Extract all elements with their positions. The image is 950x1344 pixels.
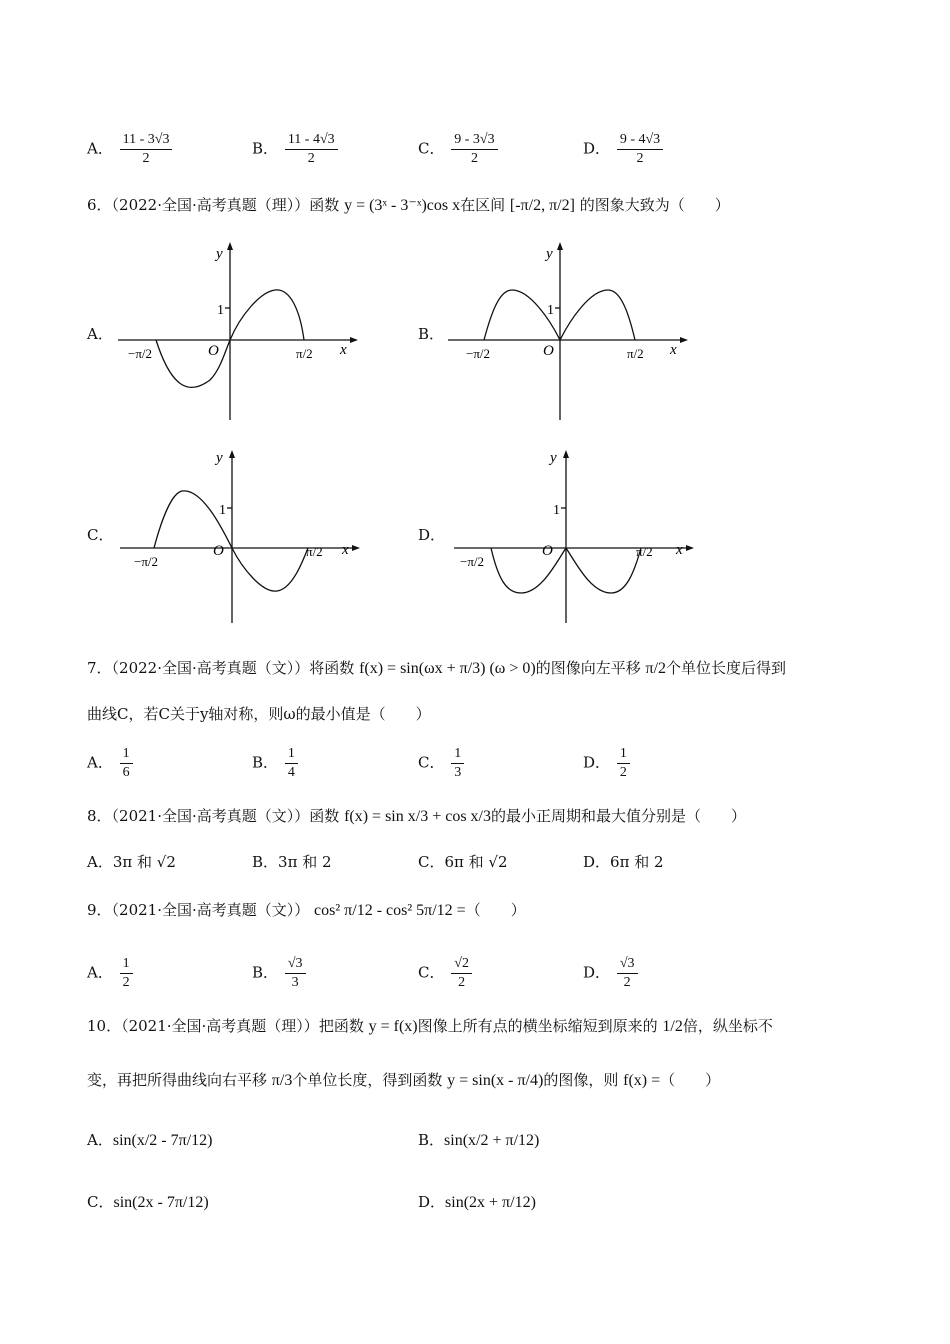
option-letter: D． — [583, 753, 611, 772]
option-text: sin(2x + π/12) — [445, 1194, 536, 1211]
formula: y = (3ˣ - 3⁻ˣ)cos x — [344, 197, 461, 214]
option-letter: B． — [252, 963, 279, 982]
option-letter: B． — [252, 853, 279, 871]
q6-graph-c — [112, 448, 362, 628]
option-text: sin(x/2 + π/12) — [444, 1132, 540, 1149]
fraction: $\frac{1}{2}$ — [120, 956, 133, 991]
option-letter: A． — [87, 139, 113, 158]
y-label: y — [550, 450, 557, 466]
fraction: $\frac{11 - 3√3}{2}$ — [120, 132, 173, 167]
fraction: $\frac{9 - 4√3}{2}$ — [617, 132, 663, 167]
q10-stem-line1: 10．（2021·全国·高考真题（理））把函数 y = f(x)图像上所有点的横坐标缩短到原来的 1/2倍，纵坐标不 — [87, 1017, 773, 1035]
y-label: y — [216, 450, 223, 466]
q10-option-d[interactable] — [418, 1192, 536, 1213]
tick-one-label: 1 — [553, 503, 560, 518]
tick-one-label: 1 — [547, 303, 554, 318]
y-arrow — [563, 450, 569, 458]
q10-option-c[interactable] — [87, 1192, 209, 1213]
question-source: （2021·全国·高考真题（理）） — [121, 1017, 319, 1035]
q10-option-a[interactable] — [87, 1130, 212, 1151]
option-letter: A． — [87, 853, 113, 871]
q5-option-a[interactable] — [87, 132, 174, 167]
option-text: sin(2x - 7π/12) — [113, 1194, 209, 1211]
formula: f(x) = sin x/3 + cos x/3 — [344, 808, 491, 825]
question-number: 8． — [87, 807, 112, 825]
q6-graph-b — [440, 240, 690, 425]
option-text: 3π 和 √2 — [112, 853, 176, 871]
tick-one-label: 1 — [217, 303, 224, 318]
origin-label: O — [542, 543, 553, 559]
neg-half-pi-label: −π/2 — [134, 554, 159, 569]
fraction: $\frac{1}{3}$ — [451, 746, 464, 781]
q8-stem: 8．（2021·全国·高考真题（文））函数 f(x) = sin x/3 + cos x/3的最小正周期和最大值分别是（ ） — [87, 807, 746, 825]
q6-stem: 6．（2022·全国·高考真题（理））函数 y = (3ˣ - 3⁻ˣ)cos x在区间 [-π/2, π/2] 的图象大致为（ ） — [87, 196, 730, 214]
option-letter: A． — [87, 753, 113, 772]
question-number: 10． — [87, 1017, 122, 1035]
q8-option-b[interactable] — [252, 852, 332, 872]
neg-half-pi-label: −π/2 — [466, 346, 491, 361]
fraction: $\frac{√3}{2}$ — [617, 956, 638, 991]
formula: f(x) = sin(ωx + π/3) (ω > 0) — [359, 660, 536, 677]
q9-option-a[interactable] — [87, 956, 135, 991]
fraction: $\frac{1}{2}$ — [617, 746, 630, 781]
tick-one-label: 1 — [219, 503, 226, 518]
x-arrow — [680, 337, 688, 343]
option-text: 6π 和 √2 — [444, 853, 508, 871]
option-letter: C． — [418, 753, 445, 772]
question-number: 6． — [87, 196, 112, 214]
option-text: sin(x/2 - 7π/12) — [112, 1132, 213, 1149]
option-letter: C． — [418, 139, 445, 158]
neg-half-pi-label: −π/2 — [460, 554, 485, 569]
x-label: x — [670, 342, 677, 358]
question-source: （2021·全国·高考真题（文）） — [111, 901, 310, 919]
question-source: （2021·全国·高考真题（文）） — [111, 807, 310, 825]
origin-label: O — [208, 343, 219, 359]
x-arrow — [686, 545, 694, 551]
fraction: $\frac{1}{4}$ — [285, 746, 298, 781]
question-source: （2022·全国·高考真题（文）） — [111, 659, 310, 677]
y-arrow — [229, 450, 235, 458]
q6-graph-a — [110, 240, 360, 425]
pos-half-pi-label: π/2 — [296, 346, 313, 361]
y-arrow — [557, 242, 563, 250]
q10-stem-line2: 变，再把所得曲线向右平移 π/3个单位长度，得到函数 y = sin(x - π/4)的图像，则 f(x) =（ ） — [87, 1071, 721, 1089]
y-arrow — [227, 242, 233, 250]
pos-half-pi-label: π/2 — [636, 544, 653, 559]
q5-option-d[interactable] — [583, 132, 665, 167]
question-number: 9． — [87, 901, 112, 919]
option-letter: C． — [87, 1193, 114, 1211]
option-letter: A． — [87, 1131, 113, 1149]
scale-factor: 1/2 — [662, 1018, 683, 1035]
formula: f(x) = — [623, 1072, 661, 1089]
fraction: $\frac{9 - 3√3}{2}$ — [451, 132, 497, 167]
q10-option-b[interactable] — [418, 1130, 539, 1151]
fraction: $\frac{√2}{2}$ — [451, 956, 472, 991]
q6-option-c-label[interactable]: C． — [87, 526, 114, 544]
q7-option-c[interactable] — [418, 746, 466, 781]
q7-stem-line1: 7．（2022·全国·高考真题（文））将函数 f(x) = sin(ωx + π/3) (ω > 0)的图像向左平移 π/2个单位长度后得到 — [87, 659, 787, 677]
q7-option-d[interactable] — [583, 746, 632, 781]
fraction: $\frac{1}{6}$ — [120, 746, 133, 781]
q8-option-a[interactable] — [87, 852, 176, 872]
curve — [154, 491, 308, 591]
y-label: y — [546, 246, 553, 262]
option-text: 3π 和 2 — [278, 853, 332, 871]
origin-label: O — [543, 343, 554, 359]
formula: cos² π/12 - cos² 5π/12 = — [314, 902, 466, 919]
q9-stem: 9．（2021·全国·高考真题（文）） cos² π/12 - cos² 5π/12 =（ ） — [87, 901, 526, 919]
q8-option-d[interactable] — [583, 852, 664, 872]
option-letter: B． — [252, 139, 279, 158]
q9-option-c[interactable] — [418, 956, 474, 991]
pos-half-pi-label: π/2 — [627, 346, 644, 361]
option-letter: C． — [418, 853, 445, 871]
q6-option-a-label[interactable]: A． — [87, 325, 113, 343]
option-letter: C． — [418, 963, 445, 982]
q9-option-b[interactable] — [252, 956, 308, 991]
option-letter: B． — [252, 753, 279, 772]
formula: y = sin(x - π/4) — [447, 1072, 544, 1089]
pos-half-pi-label: π/2 — [306, 544, 323, 559]
q5-option-b[interactable] — [252, 132, 340, 167]
option-letter: D． — [583, 963, 611, 982]
q7-option-b[interactable] — [252, 746, 300, 781]
option-letter: A． — [87, 963, 113, 982]
shift-value: π/2 — [645, 660, 667, 677]
y-label: y — [216, 246, 223, 262]
x-arrow — [350, 337, 358, 343]
x-label: x — [342, 542, 349, 558]
q7-option-a[interactable] — [87, 746, 135, 781]
x-label: x — [340, 342, 347, 358]
q6-option-d-label[interactable]: D． — [418, 526, 446, 544]
shift-value: π/3 — [271, 1072, 293, 1089]
q9-option-d[interactable] — [583, 956, 640, 991]
option-letter: D． — [418, 1193, 446, 1211]
q7-stem-line2: 曲线C，若C关于y轴对称，则ω的最小值是（ ） — [87, 705, 431, 723]
q6-option-b-label[interactable]: B． — [418, 325, 445, 343]
x-arrow — [352, 545, 360, 551]
question-number: 7． — [87, 659, 112, 677]
fraction: $\frac{√3}{3}$ — [285, 956, 306, 991]
option-letter: D． — [583, 139, 611, 158]
option-letter: D． — [583, 853, 611, 871]
option-text: 6π 和 2 — [610, 853, 664, 871]
fraction: $\frac{11 - 4√3}{2}$ — [285, 132, 338, 167]
origin-label: O — [213, 543, 224, 559]
question-source: （2022·全国·高考真题（理）） — [111, 196, 310, 214]
interval: [-π/2, π/2] — [509, 197, 575, 214]
option-letter: B． — [418, 1131, 445, 1149]
formula: y = f(x) — [368, 1018, 418, 1035]
q8-option-c[interactable] — [418, 852, 508, 872]
x-label: x — [676, 542, 683, 558]
q6-graph-d — [446, 448, 696, 628]
neg-half-pi-label: −π/2 — [128, 346, 153, 361]
q5-option-c[interactable] — [418, 132, 500, 167]
